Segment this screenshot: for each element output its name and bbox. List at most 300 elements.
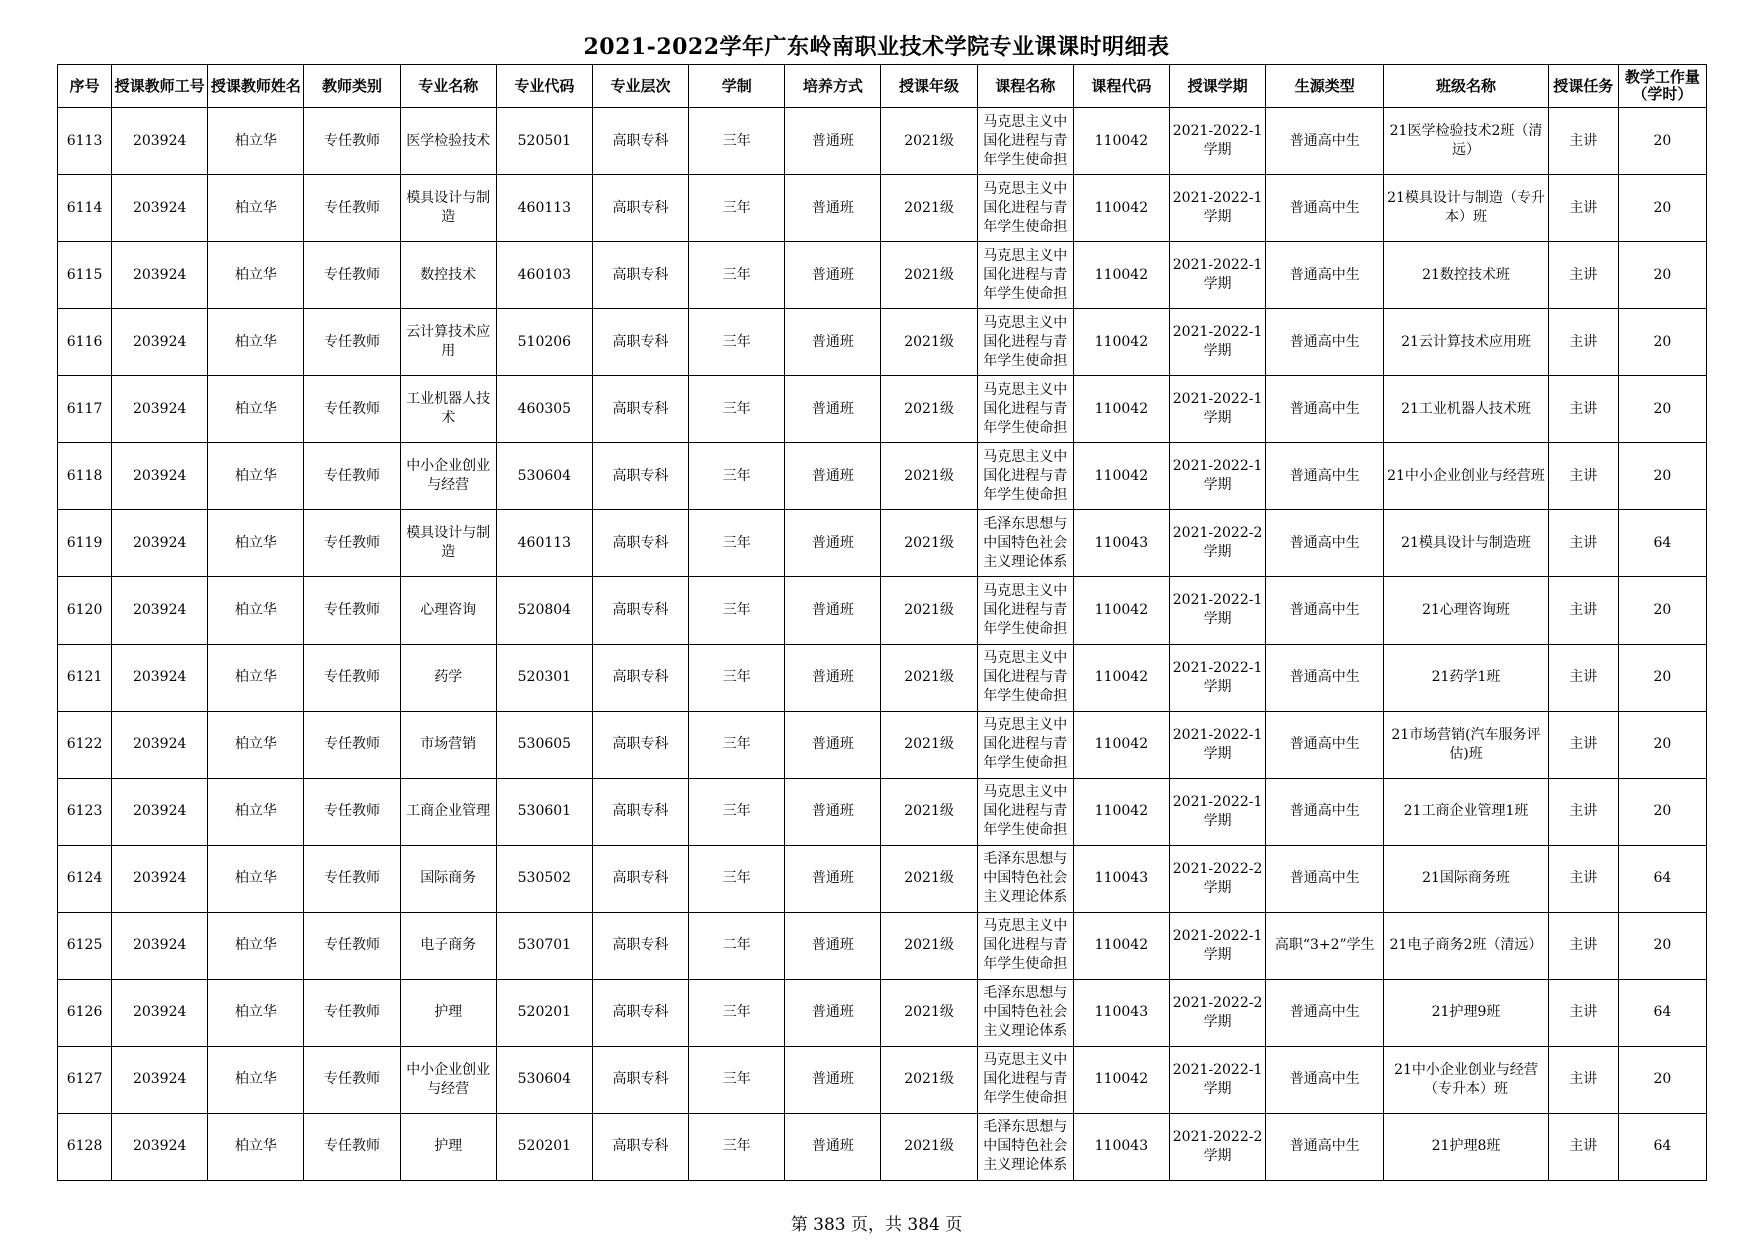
cell-major-code: 520201 (496, 1113, 592, 1180)
cell-workload: 20 (1618, 644, 1706, 711)
page-title: 2021-2022学年广东岭南职业技术学院专业课课时明细表 (583, 34, 1170, 60)
course-name-text: 马克思主义中国化进程与青年学生使命担 (983, 650, 1068, 705)
cell-major-level: 高职专科 (592, 175, 688, 242)
cell-task: 主讲 (1548, 912, 1618, 979)
cell-grade: 2021级 (881, 845, 977, 912)
cell-semester: 2021-2022-1学期 (1169, 711, 1265, 778)
cell-grade: 2021级 (881, 242, 977, 309)
cell-duration: 三年 (689, 979, 785, 1046)
cell-duration: 三年 (689, 175, 785, 242)
cell-semester: 2021-2022-2学期 (1169, 845, 1265, 912)
cell-major-level: 高职专科 (592, 845, 688, 912)
table-row (58, 1113, 1707, 1180)
cell-class-name: 21心理咨询班 (1384, 577, 1548, 644)
cell-workload: 20 (1618, 108, 1706, 175)
cell-duration: 三年 (689, 711, 785, 778)
cell-major-code: 530601 (496, 778, 592, 845)
cell-grade: 2021级 (881, 979, 977, 1046)
cell-workload: 20 (1618, 1046, 1706, 1113)
cell-seq: 6119 (58, 510, 112, 577)
cell-task: 主讲 (1548, 175, 1618, 242)
cell-teacher-name: 柏立华 (208, 845, 304, 912)
cell-teacher-name: 柏立华 (208, 912, 304, 979)
table-row (58, 242, 1707, 309)
cell-major-name: 国际商务 (400, 845, 496, 912)
cell-grade: 2021级 (881, 577, 977, 644)
cell-teacher-type: 专任教师 (304, 845, 400, 912)
col-header-course-name: 课程名称 (977, 65, 1073, 108)
col-header-seq: 序号 (58, 65, 112, 108)
cell-major-level: 高职专科 (592, 309, 688, 376)
cell-teacher-id: 203924 (112, 242, 208, 309)
cell-teacher-name: 柏立华 (208, 376, 304, 443)
cell-source-type: 普通高中生 (1266, 309, 1384, 376)
course-name-text: 毛泽东思想与中国特色社会主义理论体系 (983, 515, 1068, 570)
cell-major-level: 高职专科 (592, 1113, 688, 1180)
cell-major-name: 护理 (400, 1113, 496, 1180)
cell-teacher-id: 203924 (112, 778, 208, 845)
cell-training-mode: 普通班 (785, 108, 881, 175)
cell-duration: 三年 (689, 1046, 785, 1113)
cell-workload: 20 (1618, 376, 1706, 443)
cell-major-name: 电子商务 (400, 912, 496, 979)
cell-major-name: 医学检验技术 (400, 108, 496, 175)
cell-course-name (977, 577, 1073, 644)
table-row (58, 108, 1707, 175)
cell-semester: 2021-2022-2学期 (1169, 979, 1265, 1046)
cell-major-code: 530502 (496, 845, 592, 912)
cell-duration: 三年 (689, 644, 785, 711)
cell-duration: 三年 (689, 108, 785, 175)
cell-course-name (977, 175, 1073, 242)
cell-teacher-name: 柏立华 (208, 175, 304, 242)
cell-training-mode: 普通班 (785, 711, 881, 778)
cell-major-code: 530605 (496, 711, 592, 778)
table-row (58, 778, 1707, 845)
cell-teacher-name: 柏立华 (208, 778, 304, 845)
cell-source-type: 普通高中生 (1266, 376, 1384, 443)
cell-semester: 2021-2022-1学期 (1169, 577, 1265, 644)
cell-major-name: 工商企业管理 (400, 778, 496, 845)
cell-workload: 20 (1618, 577, 1706, 644)
cell-course-name (977, 108, 1073, 175)
cell-semester: 2021-2022-1学期 (1169, 108, 1265, 175)
course-name-text: 毛泽东思想与中国特色社会主义理论体系 (983, 851, 1068, 906)
course-name-text: 毛泽东思想与中国特色社会主义理论体系 (983, 985, 1068, 1040)
cell-training-mode: 普通班 (785, 1046, 881, 1113)
cell-training-mode: 普通班 (785, 443, 881, 510)
col-header-task: 授课任务 (1548, 65, 1618, 108)
cell-course-name (977, 845, 1073, 912)
cell-seq: 6116 (58, 309, 112, 376)
course-hours-table (57, 64, 1707, 1181)
course-name-text: 毛泽东思想与中国特色社会主义理论体系 (983, 1119, 1068, 1174)
col-header-major-level: 专业层次 (592, 65, 688, 108)
cell-teacher-type: 专任教师 (304, 912, 400, 979)
table-row (58, 309, 1707, 376)
cell-major-code: 530604 (496, 1046, 592, 1113)
cell-major-code: 520301 (496, 644, 592, 711)
cell-major-name: 工业机器人技术 (400, 376, 496, 443)
cell-source-type: 普通高中生 (1266, 108, 1384, 175)
cell-source-type: 普通高中生 (1266, 1046, 1384, 1113)
cell-teacher-name: 柏立华 (208, 309, 304, 376)
course-name-text: 马克思主义中国化进程与青年学生使命担 (983, 918, 1068, 973)
col-header-course-code: 课程代码 (1073, 65, 1169, 108)
cell-task: 主讲 (1548, 577, 1618, 644)
cell-major-level: 高职专科 (592, 577, 688, 644)
course-name-text: 马克思主义中国化进程与青年学生使命担 (983, 448, 1068, 503)
cell-teacher-type: 专任教师 (304, 510, 400, 577)
cell-source-type: 普通高中生 (1266, 845, 1384, 912)
cell-course-code: 110042 (1073, 577, 1169, 644)
cell-teacher-name: 柏立华 (208, 242, 304, 309)
cell-course-name (977, 510, 1073, 577)
cell-teacher-type: 专任教师 (304, 644, 400, 711)
cell-teacher-id: 203924 (112, 443, 208, 510)
cell-class-name: 21数控技术班 (1384, 242, 1548, 309)
header-row (58, 65, 1707, 108)
cell-workload: 20 (1618, 175, 1706, 242)
cell-duration: 三年 (689, 376, 785, 443)
cell-duration: 二年 (689, 912, 785, 979)
cell-seq: 6113 (58, 108, 112, 175)
cell-seq: 6121 (58, 644, 112, 711)
cell-teacher-id: 203924 (112, 510, 208, 577)
cell-source-type: 普通高中生 (1266, 778, 1384, 845)
cell-teacher-type: 专任教师 (304, 242, 400, 309)
cell-grade: 2021级 (881, 510, 977, 577)
cell-task: 主讲 (1548, 309, 1618, 376)
cell-seq: 6126 (58, 979, 112, 1046)
cell-task: 主讲 (1548, 1113, 1618, 1180)
cell-task: 主讲 (1548, 778, 1618, 845)
cell-source-type: 普通高中生 (1266, 443, 1384, 510)
cell-course-code: 110042 (1073, 1046, 1169, 1113)
cell-task: 主讲 (1548, 108, 1618, 175)
course-name-text: 马克思主义中国化进程与青年学生使命担 (983, 314, 1068, 369)
cell-semester: 2021-2022-1学期 (1169, 242, 1265, 309)
cell-grade: 2021级 (881, 108, 977, 175)
cell-workload: 64 (1618, 845, 1706, 912)
col-header-grade: 授课年级 (881, 65, 977, 108)
cell-course-name (977, 644, 1073, 711)
cell-course-code: 110042 (1073, 711, 1169, 778)
cell-semester: 2021-2022-1学期 (1169, 175, 1265, 242)
cell-training-mode: 普通班 (785, 577, 881, 644)
cell-course-code: 110042 (1073, 242, 1169, 309)
cell-course-code: 110042 (1073, 175, 1169, 242)
cell-source-type: 普通高中生 (1266, 175, 1384, 242)
cell-major-code: 460113 (496, 175, 592, 242)
cell-course-code: 110042 (1073, 108, 1169, 175)
cell-course-name (977, 1113, 1073, 1180)
col-header-teacher-name: 授课教师姓名 (208, 65, 304, 108)
cell-teacher-name: 柏立华 (208, 1046, 304, 1113)
cell-major-level: 高职专科 (592, 242, 688, 309)
cell-semester: 2021-2022-1学期 (1169, 309, 1265, 376)
col-header-class-name: 班级名称 (1384, 65, 1548, 108)
cell-teacher-id: 203924 (112, 309, 208, 376)
cell-seq: 6114 (58, 175, 112, 242)
cell-major-code: 530604 (496, 443, 592, 510)
cell-training-mode: 普通班 (785, 376, 881, 443)
cell-workload: 20 (1618, 242, 1706, 309)
cell-training-mode: 普通班 (785, 912, 881, 979)
course-name-text: 马克思主义中国化进程与青年学生使命担 (983, 1052, 1068, 1107)
cell-teacher-id: 203924 (112, 175, 208, 242)
cell-semester: 2021-2022-2学期 (1169, 1113, 1265, 1180)
cell-duration: 三年 (689, 309, 785, 376)
col-header-training-mode: 培养方式 (785, 65, 881, 108)
cell-duration: 三年 (689, 1113, 785, 1180)
cell-source-type: 普通高中生 (1266, 577, 1384, 644)
cell-major-level: 高职专科 (592, 778, 688, 845)
cell-workload: 20 (1618, 912, 1706, 979)
cell-major-code: 510206 (496, 309, 592, 376)
cell-grade: 2021级 (881, 376, 977, 443)
cell-teacher-name: 柏立华 (208, 443, 304, 510)
cell-teacher-type: 专任教师 (304, 376, 400, 443)
cell-source-type: 普通高中生 (1266, 644, 1384, 711)
page-footer: 第 383 页，共 384 页 (790, 1215, 963, 1235)
cell-teacher-type: 专任教师 (304, 1113, 400, 1180)
cell-course-name (977, 242, 1073, 309)
cell-course-name (977, 1046, 1073, 1113)
cell-major-level: 高职专科 (592, 510, 688, 577)
cell-class-name: 21工业机器人技术班 (1384, 376, 1548, 443)
cell-training-mode: 普通班 (785, 309, 881, 376)
cell-semester: 2021-2022-2学期 (1169, 510, 1265, 577)
cell-task: 主讲 (1548, 1046, 1618, 1113)
cell-source-type: 普通高中生 (1266, 1113, 1384, 1180)
cell-teacher-type: 专任教师 (304, 1046, 400, 1113)
col-header-teacher-id: 授课教师工号 (112, 65, 208, 108)
cell-teacher-id: 203924 (112, 979, 208, 1046)
course-name-text: 马克思主义中国化进程与青年学生使命担 (983, 784, 1068, 839)
course-name-text: 马克思主义中国化进程与青年学生使命担 (983, 113, 1068, 168)
table-row (58, 912, 1707, 979)
cell-course-code: 110042 (1073, 309, 1169, 376)
cell-major-level: 高职专科 (592, 912, 688, 979)
cell-course-code: 110042 (1073, 778, 1169, 845)
col-header-teacher-type: 教师类别 (304, 65, 400, 108)
cell-major-name: 药学 (400, 644, 496, 711)
col-header-duration: 学制 (689, 65, 785, 108)
cell-major-name: 模具设计与制造 (400, 175, 496, 242)
cell-training-mode: 普通班 (785, 242, 881, 309)
cell-major-level: 高职专科 (592, 443, 688, 510)
cell-teacher-id: 203924 (112, 711, 208, 778)
cell-major-name: 数控技术 (400, 242, 496, 309)
cell-course-code: 110043 (1073, 845, 1169, 912)
col-header-major-code: 专业代码 (496, 65, 592, 108)
cell-task: 主讲 (1548, 644, 1618, 711)
cell-grade: 2021级 (881, 443, 977, 510)
cell-workload: 20 (1618, 309, 1706, 376)
cell-major-level: 高职专科 (592, 1046, 688, 1113)
cell-seq: 6127 (58, 1046, 112, 1113)
cell-duration: 三年 (689, 510, 785, 577)
cell-seq: 6118 (58, 443, 112, 510)
cell-major-name: 心理咨询 (400, 577, 496, 644)
cell-workload: 20 (1618, 443, 1706, 510)
cell-seq: 6120 (58, 577, 112, 644)
cell-source-type: 普通高中生 (1266, 242, 1384, 309)
table-row (58, 979, 1707, 1046)
cell-class-name: 21模具设计与制造（专升本）班 (1384, 175, 1548, 242)
cell-teacher-type: 专任教师 (304, 778, 400, 845)
cell-task: 主讲 (1548, 845, 1618, 912)
cell-major-name: 中小企业创业与经营 (400, 1046, 496, 1113)
cell-class-name: 21护理8班 (1384, 1113, 1548, 1180)
cell-major-level: 高职专科 (592, 711, 688, 778)
cell-seq: 6128 (58, 1113, 112, 1180)
cell-grade: 2021级 (881, 644, 977, 711)
cell-major-level: 高职专科 (592, 108, 688, 175)
cell-semester: 2021-2022-1学期 (1169, 912, 1265, 979)
cell-major-code: 520201 (496, 979, 592, 1046)
cell-duration: 三年 (689, 845, 785, 912)
cell-duration: 三年 (689, 443, 785, 510)
cell-class-name: 21市场营销(汽车服务评估)班 (1384, 711, 1548, 778)
cell-major-level: 高职专科 (592, 644, 688, 711)
cell-semester: 2021-2022-1学期 (1169, 1046, 1265, 1113)
table-row (58, 577, 1707, 644)
cell-semester: 2021-2022-1学期 (1169, 443, 1265, 510)
cell-grade: 2021级 (881, 778, 977, 845)
cell-course-code: 110043 (1073, 1113, 1169, 1180)
cell-teacher-name: 柏立华 (208, 979, 304, 1046)
cell-grade: 2021级 (881, 175, 977, 242)
cell-duration: 三年 (689, 778, 785, 845)
cell-duration: 三年 (689, 577, 785, 644)
table-row (58, 644, 1707, 711)
cell-task: 主讲 (1548, 242, 1618, 309)
cell-class-name: 21工商企业管理1班 (1384, 778, 1548, 845)
cell-seq: 6117 (58, 376, 112, 443)
table-row (58, 510, 1707, 577)
cell-course-name (977, 309, 1073, 376)
cell-training-mode: 普通班 (785, 845, 881, 912)
cell-teacher-id: 203924 (112, 644, 208, 711)
cell-semester: 2021-2022-1学期 (1169, 644, 1265, 711)
cell-major-code: 460103 (496, 242, 592, 309)
cell-teacher-type: 专任教师 (304, 309, 400, 376)
cell-class-name: 21国际商务班 (1384, 845, 1548, 912)
cell-duration: 三年 (689, 242, 785, 309)
col-header-major-name: 专业名称 (400, 65, 496, 108)
col-header-workload: 教学工作量（学时） (1618, 65, 1706, 108)
cell-training-mode: 普通班 (785, 1113, 881, 1180)
cell-workload: 20 (1618, 778, 1706, 845)
cell-source-type: 普通高中生 (1266, 510, 1384, 577)
cell-course-code: 110042 (1073, 376, 1169, 443)
col-header-semester: 授课学期 (1169, 65, 1265, 108)
cell-teacher-name: 柏立华 (208, 108, 304, 175)
cell-class-name: 21医学检验技术2班（清远） (1384, 108, 1548, 175)
cell-teacher-name: 柏立华 (208, 1113, 304, 1180)
cell-class-name: 21云计算技术应用班 (1384, 309, 1548, 376)
cell-course-name (977, 711, 1073, 778)
cell-course-name (977, 979, 1073, 1046)
cell-grade: 2021级 (881, 1113, 977, 1180)
table-row (58, 175, 1707, 242)
cell-teacher-id: 203924 (112, 376, 208, 443)
cell-teacher-name: 柏立华 (208, 644, 304, 711)
cell-training-mode: 普通班 (785, 979, 881, 1046)
cell-task: 主讲 (1548, 979, 1618, 1046)
cell-major-code: 460113 (496, 510, 592, 577)
cell-grade: 2021级 (881, 912, 977, 979)
cell-course-code: 110042 (1073, 912, 1169, 979)
course-name-text: 马克思主义中国化进程与青年学生使命担 (983, 381, 1068, 436)
cell-teacher-id: 203924 (112, 912, 208, 979)
cell-class-name: 21模具设计与制造班 (1384, 510, 1548, 577)
cell-teacher-type: 专任教师 (304, 577, 400, 644)
cell-major-code: 530701 (496, 912, 592, 979)
cell-course-code: 110043 (1073, 979, 1169, 1046)
cell-source-type: 普通高中生 (1266, 711, 1384, 778)
cell-class-name: 21电子商务2班（清远） (1384, 912, 1548, 979)
cell-course-name (977, 778, 1073, 845)
cell-grade: 2021级 (881, 309, 977, 376)
cell-seq: 6125 (58, 912, 112, 979)
cell-training-mode: 普通班 (785, 778, 881, 845)
cell-source-type: 高职“3+2”学生 (1266, 912, 1384, 979)
cell-teacher-id: 203924 (112, 845, 208, 912)
cell-teacher-name: 柏立华 (208, 577, 304, 644)
cell-teacher-name: 柏立华 (208, 711, 304, 778)
cell-course-name (977, 443, 1073, 510)
table-row (58, 711, 1707, 778)
cell-class-name: 21中小企业创业与经营（专升本）班 (1384, 1046, 1548, 1113)
cell-task: 主讲 (1548, 376, 1618, 443)
cell-teacher-id: 203924 (112, 1046, 208, 1113)
cell-class-name: 21药学1班 (1384, 644, 1548, 711)
cell-workload: 64 (1618, 979, 1706, 1046)
course-name-text: 马克思主义中国化进程与青年学生使命担 (983, 180, 1068, 235)
course-name-text: 马克思主义中国化进程与青年学生使命担 (983, 582, 1068, 637)
cell-teacher-id: 203924 (112, 108, 208, 175)
cell-seq: 6115 (58, 242, 112, 309)
cell-major-code: 460305 (496, 376, 592, 443)
cell-course-code: 110042 (1073, 443, 1169, 510)
cell-teacher-type: 专任教师 (304, 175, 400, 242)
cell-seq: 6123 (58, 778, 112, 845)
cell-major-name: 模具设计与制造 (400, 510, 496, 577)
cell-training-mode: 普通班 (785, 175, 881, 242)
table-body (58, 108, 1707, 1181)
cell-workload: 20 (1618, 711, 1706, 778)
cell-major-name: 护理 (400, 979, 496, 1046)
cell-teacher-id: 203924 (112, 1113, 208, 1180)
cell-teacher-name: 柏立华 (208, 510, 304, 577)
cell-task: 主讲 (1548, 510, 1618, 577)
cell-course-name (977, 376, 1073, 443)
cell-grade: 2021级 (881, 711, 977, 778)
cell-task: 主讲 (1548, 443, 1618, 510)
cell-semester: 2021-2022-1学期 (1169, 778, 1265, 845)
table-row (58, 443, 1707, 510)
course-name-text: 马克思主义中国化进程与青年学生使命担 (983, 247, 1068, 302)
cell-workload: 64 (1618, 1113, 1706, 1180)
cell-class-name: 21护理9班 (1384, 979, 1548, 1046)
cell-major-level: 高职专科 (592, 376, 688, 443)
cell-teacher-type: 专任教师 (304, 711, 400, 778)
cell-workload: 64 (1618, 510, 1706, 577)
cell-course-code: 110043 (1073, 510, 1169, 577)
